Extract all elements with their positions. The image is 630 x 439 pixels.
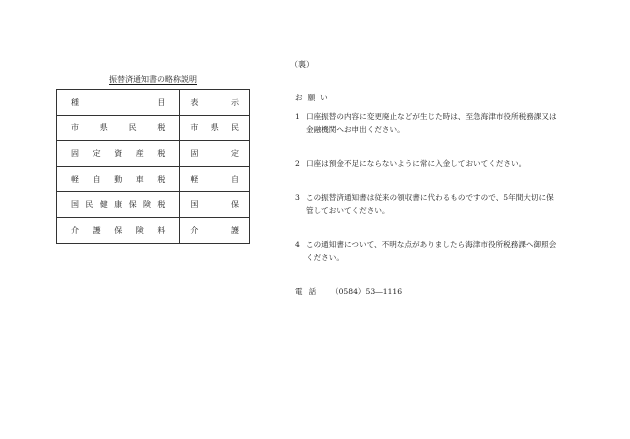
note-number: 2 xyxy=(295,159,300,168)
char: 固 xyxy=(190,148,199,158)
table-row xyxy=(57,217,250,243)
display-abbr xyxy=(180,174,249,185)
char: 資 xyxy=(114,148,123,158)
char: 健 xyxy=(99,200,108,210)
char: 民 xyxy=(128,123,137,133)
char: 保 xyxy=(231,200,239,210)
char: 県 xyxy=(99,123,108,133)
note-text: この振替済通知書は従来の領収書に代わるものですので、5年間大切に保管しておいてください。 xyxy=(306,193,554,215)
note-text: 口座は預金不足にならないように常に入金しておいてください。 xyxy=(306,159,527,168)
char: 種 xyxy=(71,97,79,107)
display-abbr xyxy=(180,199,249,210)
char: 民 xyxy=(230,123,239,133)
char: 市 xyxy=(190,123,199,133)
char: 自 xyxy=(231,174,239,184)
note-item xyxy=(295,157,557,170)
display-abbr xyxy=(180,225,249,236)
header-item-cell xyxy=(57,90,180,116)
header-item xyxy=(57,97,179,108)
note-number: 1 xyxy=(295,112,300,121)
char: 車 xyxy=(135,174,144,184)
char: 介 xyxy=(190,225,199,235)
item-name xyxy=(57,148,179,159)
char: 自 xyxy=(92,174,101,184)
char: 示 xyxy=(231,97,239,107)
note-item xyxy=(295,191,557,217)
display-cell xyxy=(180,115,250,141)
char: 定 xyxy=(92,148,101,158)
char: 保 xyxy=(128,200,137,210)
back-side-label: （裏） xyxy=(290,60,314,69)
char: 動 xyxy=(114,174,123,184)
table-row xyxy=(57,166,250,192)
char: 県 xyxy=(210,123,219,133)
char: 介 xyxy=(71,225,79,235)
char: 目 xyxy=(157,97,166,107)
char: 険 xyxy=(142,200,151,210)
item-name xyxy=(57,225,179,236)
display-cell xyxy=(180,141,250,167)
item-name xyxy=(57,174,179,185)
header-display-cell xyxy=(180,90,250,116)
display-abbr xyxy=(180,148,249,159)
char: 税 xyxy=(157,200,166,210)
note-item xyxy=(295,238,557,264)
header-display xyxy=(180,97,249,108)
item-name xyxy=(57,122,179,133)
item-cell xyxy=(57,166,180,192)
notes-section xyxy=(295,91,557,298)
char: 護 xyxy=(92,225,101,235)
display-cell xyxy=(180,217,250,243)
char: 保 xyxy=(114,225,123,235)
display-cell xyxy=(180,166,250,192)
note-item xyxy=(295,110,557,136)
char: 税 xyxy=(157,148,166,158)
phone-label: 電話 xyxy=(295,287,323,296)
char: 民 xyxy=(85,200,94,210)
char: 軽 xyxy=(190,174,199,184)
phone-number: （0584）53―1116 xyxy=(331,287,403,296)
char: 険 xyxy=(135,225,144,235)
note-text: この通知書について、不明な点がありましたら海津市役所税務課へ御照会ください。 xyxy=(306,240,557,262)
display-abbr xyxy=(180,122,249,133)
item-cell xyxy=(57,115,180,141)
char: 康 xyxy=(114,200,123,210)
char: 税 xyxy=(157,174,166,184)
char: 護 xyxy=(231,225,239,235)
char: 固 xyxy=(71,148,79,158)
char: 税 xyxy=(157,123,166,133)
display-cell xyxy=(180,192,250,218)
note-text: 口座振替の内容に変更廃止などが生じた時は、至急海津市役所税務課又は金融機関へお申出ください。 xyxy=(306,112,557,134)
item-cell xyxy=(57,192,180,218)
table-row xyxy=(57,141,250,167)
item-cell xyxy=(57,217,180,243)
item-cell xyxy=(57,141,180,167)
char: 軽 xyxy=(71,174,79,184)
item-name xyxy=(57,199,179,210)
note-number: 3 xyxy=(295,193,300,202)
note-number: 4 xyxy=(295,240,300,249)
table-header-row xyxy=(57,90,250,116)
char: 国 xyxy=(190,200,199,210)
char: 国 xyxy=(71,200,79,210)
table-title: 振替済通知書の略称説明 xyxy=(109,75,197,84)
char: 表 xyxy=(190,97,199,107)
char: 市 xyxy=(71,123,79,133)
char: 産 xyxy=(135,148,144,158)
notes-heading: お願い xyxy=(295,93,333,102)
table-row xyxy=(57,115,250,141)
abbreviation-table xyxy=(56,89,250,244)
char: 料 xyxy=(157,225,166,235)
table-row xyxy=(57,192,250,218)
phone-line xyxy=(295,285,557,298)
char: 定 xyxy=(231,148,239,158)
